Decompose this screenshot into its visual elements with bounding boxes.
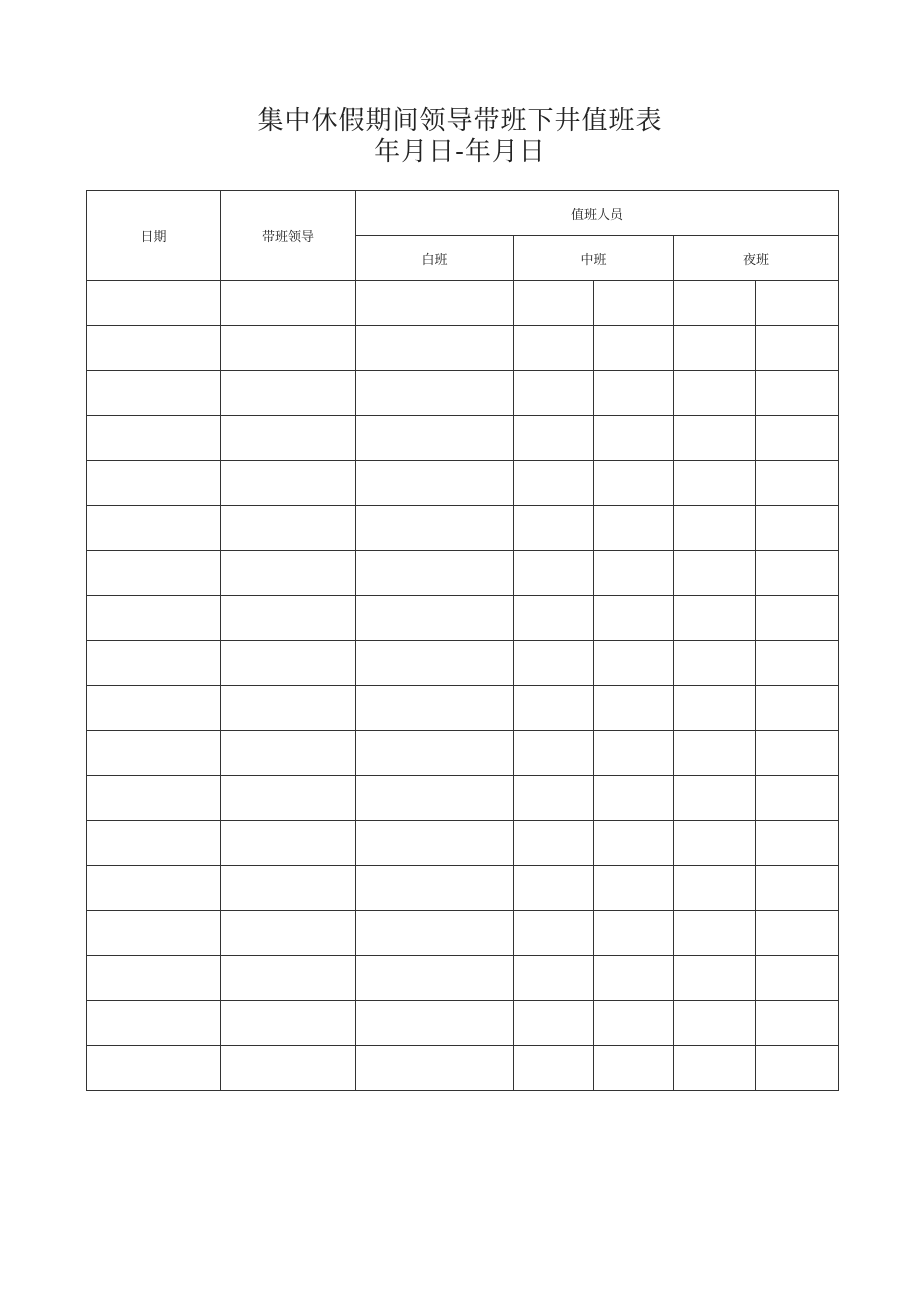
middle-shift-cell-a	[514, 596, 594, 641]
night-shift-cell-a	[674, 686, 756, 731]
date-cell	[87, 731, 221, 776]
middle-shift-cell-a	[514, 416, 594, 461]
middle-shift-cell-a	[514, 731, 594, 776]
night-shift-cell-a	[674, 506, 756, 551]
middle-shift-cell-b	[594, 461, 674, 506]
middle-shift-cell-b	[594, 596, 674, 641]
table-row	[87, 416, 839, 461]
day-shift-cell	[356, 506, 514, 551]
middle-shift-cell-b	[594, 641, 674, 686]
leader-cell	[221, 461, 356, 506]
date-cell	[87, 641, 221, 686]
date-cell	[87, 416, 221, 461]
table-row	[87, 866, 839, 911]
leader-cell	[221, 326, 356, 371]
night-shift-cell-b	[756, 281, 839, 326]
middle-shift-cell-b	[594, 956, 674, 1001]
night-shift-cell-a	[674, 596, 756, 641]
night-shift-cell-a	[674, 371, 756, 416]
night-shift-cell-b	[756, 641, 839, 686]
header-row-1	[87, 191, 839, 236]
middle-shift-cell-a	[514, 506, 594, 551]
middle-shift-cell-a	[514, 281, 594, 326]
night-shift-cell-b	[756, 821, 839, 866]
day-shift-cell	[356, 1001, 514, 1046]
date-cell	[87, 821, 221, 866]
date-cell	[87, 1046, 221, 1091]
day-shift-cell	[356, 596, 514, 641]
table-row	[87, 686, 839, 731]
middle-shift-cell-b	[594, 731, 674, 776]
day-shift-cell	[356, 461, 514, 506]
leader-cell	[221, 641, 356, 686]
night-shift-cell-a	[674, 551, 756, 596]
table-row	[87, 326, 839, 371]
leader-cell	[221, 731, 356, 776]
night-shift-cell-a	[674, 1046, 756, 1091]
document-title: 集中休假期间领导带班下井值班表	[257, 106, 663, 136]
table-row	[87, 461, 839, 506]
table-row	[87, 1046, 839, 1091]
table-row	[87, 956, 839, 1001]
date-cell	[87, 461, 221, 506]
middle-shift-cell-b	[594, 506, 674, 551]
date-cell	[87, 1001, 221, 1046]
day-shift-cell	[356, 326, 514, 371]
leader-cell	[221, 416, 356, 461]
date-cell	[87, 551, 221, 596]
roster-body	[87, 281, 839, 1091]
header-date: 日期	[87, 191, 221, 281]
day-shift-cell	[356, 551, 514, 596]
day-shift-cell	[356, 911, 514, 956]
middle-shift-cell-a	[514, 776, 594, 821]
day-shift-cell	[356, 641, 514, 686]
night-shift-cell-a	[674, 956, 756, 1001]
date-cell	[87, 866, 221, 911]
night-shift-cell-a	[674, 866, 756, 911]
table-row	[87, 911, 839, 956]
date-cell	[87, 281, 221, 326]
day-shift-cell	[356, 956, 514, 1001]
night-shift-cell-a	[674, 821, 756, 866]
day-shift-cell	[356, 866, 514, 911]
date-cell	[87, 776, 221, 821]
night-shift-cell-b	[756, 596, 839, 641]
leader-cell	[221, 551, 356, 596]
night-shift-cell-b	[756, 1046, 839, 1091]
middle-shift-cell-a	[514, 911, 594, 956]
night-shift-cell-b	[756, 866, 839, 911]
middle-shift-cell-a	[514, 371, 594, 416]
middle-shift-cell-b	[594, 1046, 674, 1091]
night-shift-cell-a	[674, 776, 756, 821]
table-row	[87, 371, 839, 416]
middle-shift-cell-b	[594, 281, 674, 326]
day-shift-cell	[356, 821, 514, 866]
date-cell	[87, 506, 221, 551]
night-shift-cell-b	[756, 911, 839, 956]
middle-shift-cell-a	[514, 956, 594, 1001]
night-shift-cell-b	[756, 1001, 839, 1046]
table-row	[87, 596, 839, 641]
leader-cell	[221, 866, 356, 911]
night-shift-cell-b	[756, 326, 839, 371]
date-cell	[87, 686, 221, 731]
middle-shift-cell-b	[594, 686, 674, 731]
leader-cell	[221, 596, 356, 641]
table-row	[87, 821, 839, 866]
night-shift-cell-b	[756, 371, 839, 416]
date-cell	[87, 596, 221, 641]
middle-shift-cell-a	[514, 551, 594, 596]
table-row	[87, 1001, 839, 1046]
night-shift-cell-a	[674, 641, 756, 686]
middle-shift-cell-b	[594, 326, 674, 371]
middle-shift-cell-a	[514, 1001, 594, 1046]
day-shift-cell	[356, 416, 514, 461]
leader-cell	[221, 281, 356, 326]
night-shift-cell-b	[756, 416, 839, 461]
middle-shift-cell-a	[514, 641, 594, 686]
day-shift-cell	[356, 731, 514, 776]
day-shift-cell	[356, 371, 514, 416]
header-leader: 带班领导	[221, 191, 356, 281]
leader-cell	[221, 371, 356, 416]
duty-roster-table	[86, 190, 839, 1091]
day-shift-cell	[356, 1046, 514, 1091]
middle-shift-cell-b	[594, 371, 674, 416]
date-cell	[87, 911, 221, 956]
night-shift-cell-a	[674, 731, 756, 776]
middle-shift-cell-a	[514, 866, 594, 911]
middle-shift-cell-b	[594, 911, 674, 956]
date-cell	[87, 326, 221, 371]
leader-cell	[221, 956, 356, 1001]
night-shift-cell-b	[756, 551, 839, 596]
leader-cell	[221, 686, 356, 731]
middle-shift-cell-b	[594, 1001, 674, 1046]
middle-shift-cell-b	[594, 821, 674, 866]
middle-shift-cell-a	[514, 461, 594, 506]
day-shift-cell	[356, 686, 514, 731]
night-shift-cell-b	[756, 461, 839, 506]
night-shift-cell-a	[674, 416, 756, 461]
date-cell	[87, 956, 221, 1001]
middle-shift-cell-b	[594, 866, 674, 911]
header-middle-shift: 中班	[514, 236, 674, 281]
leader-cell	[221, 1001, 356, 1046]
night-shift-cell-b	[756, 731, 839, 776]
leader-cell	[221, 506, 356, 551]
header-duty-staff: 值班人员	[356, 191, 839, 236]
middle-shift-cell-b	[594, 551, 674, 596]
night-shift-cell-b	[756, 506, 839, 551]
table-row	[87, 506, 839, 551]
table-row	[87, 551, 839, 596]
middle-shift-cell-a	[514, 686, 594, 731]
night-shift-cell-b	[756, 686, 839, 731]
document-date-range: 年月日-年月日	[374, 137, 546, 167]
leader-cell	[221, 821, 356, 866]
date-cell	[87, 371, 221, 416]
middle-shift-cell-a	[514, 1046, 594, 1091]
night-shift-cell-a	[674, 281, 756, 326]
day-shift-cell	[356, 776, 514, 821]
night-shift-cell-b	[756, 956, 839, 1001]
leader-cell	[221, 1046, 356, 1091]
day-shift-cell	[356, 281, 514, 326]
night-shift-cell-a	[674, 1001, 756, 1046]
table-row	[87, 281, 839, 326]
header-night-shift: 夜班	[674, 236, 839, 281]
leader-cell	[221, 911, 356, 956]
night-shift-cell-b	[756, 776, 839, 821]
middle-shift-cell-a	[514, 821, 594, 866]
middle-shift-cell-a	[514, 326, 594, 371]
night-shift-cell-a	[674, 326, 756, 371]
table-row	[87, 641, 839, 686]
middle-shift-cell-b	[594, 416, 674, 461]
table-row	[87, 776, 839, 821]
night-shift-cell-a	[674, 911, 756, 956]
table-row	[87, 731, 839, 776]
header-day-shift: 白班	[356, 236, 514, 281]
middle-shift-cell-b	[594, 776, 674, 821]
leader-cell	[221, 776, 356, 821]
night-shift-cell-a	[674, 461, 756, 506]
